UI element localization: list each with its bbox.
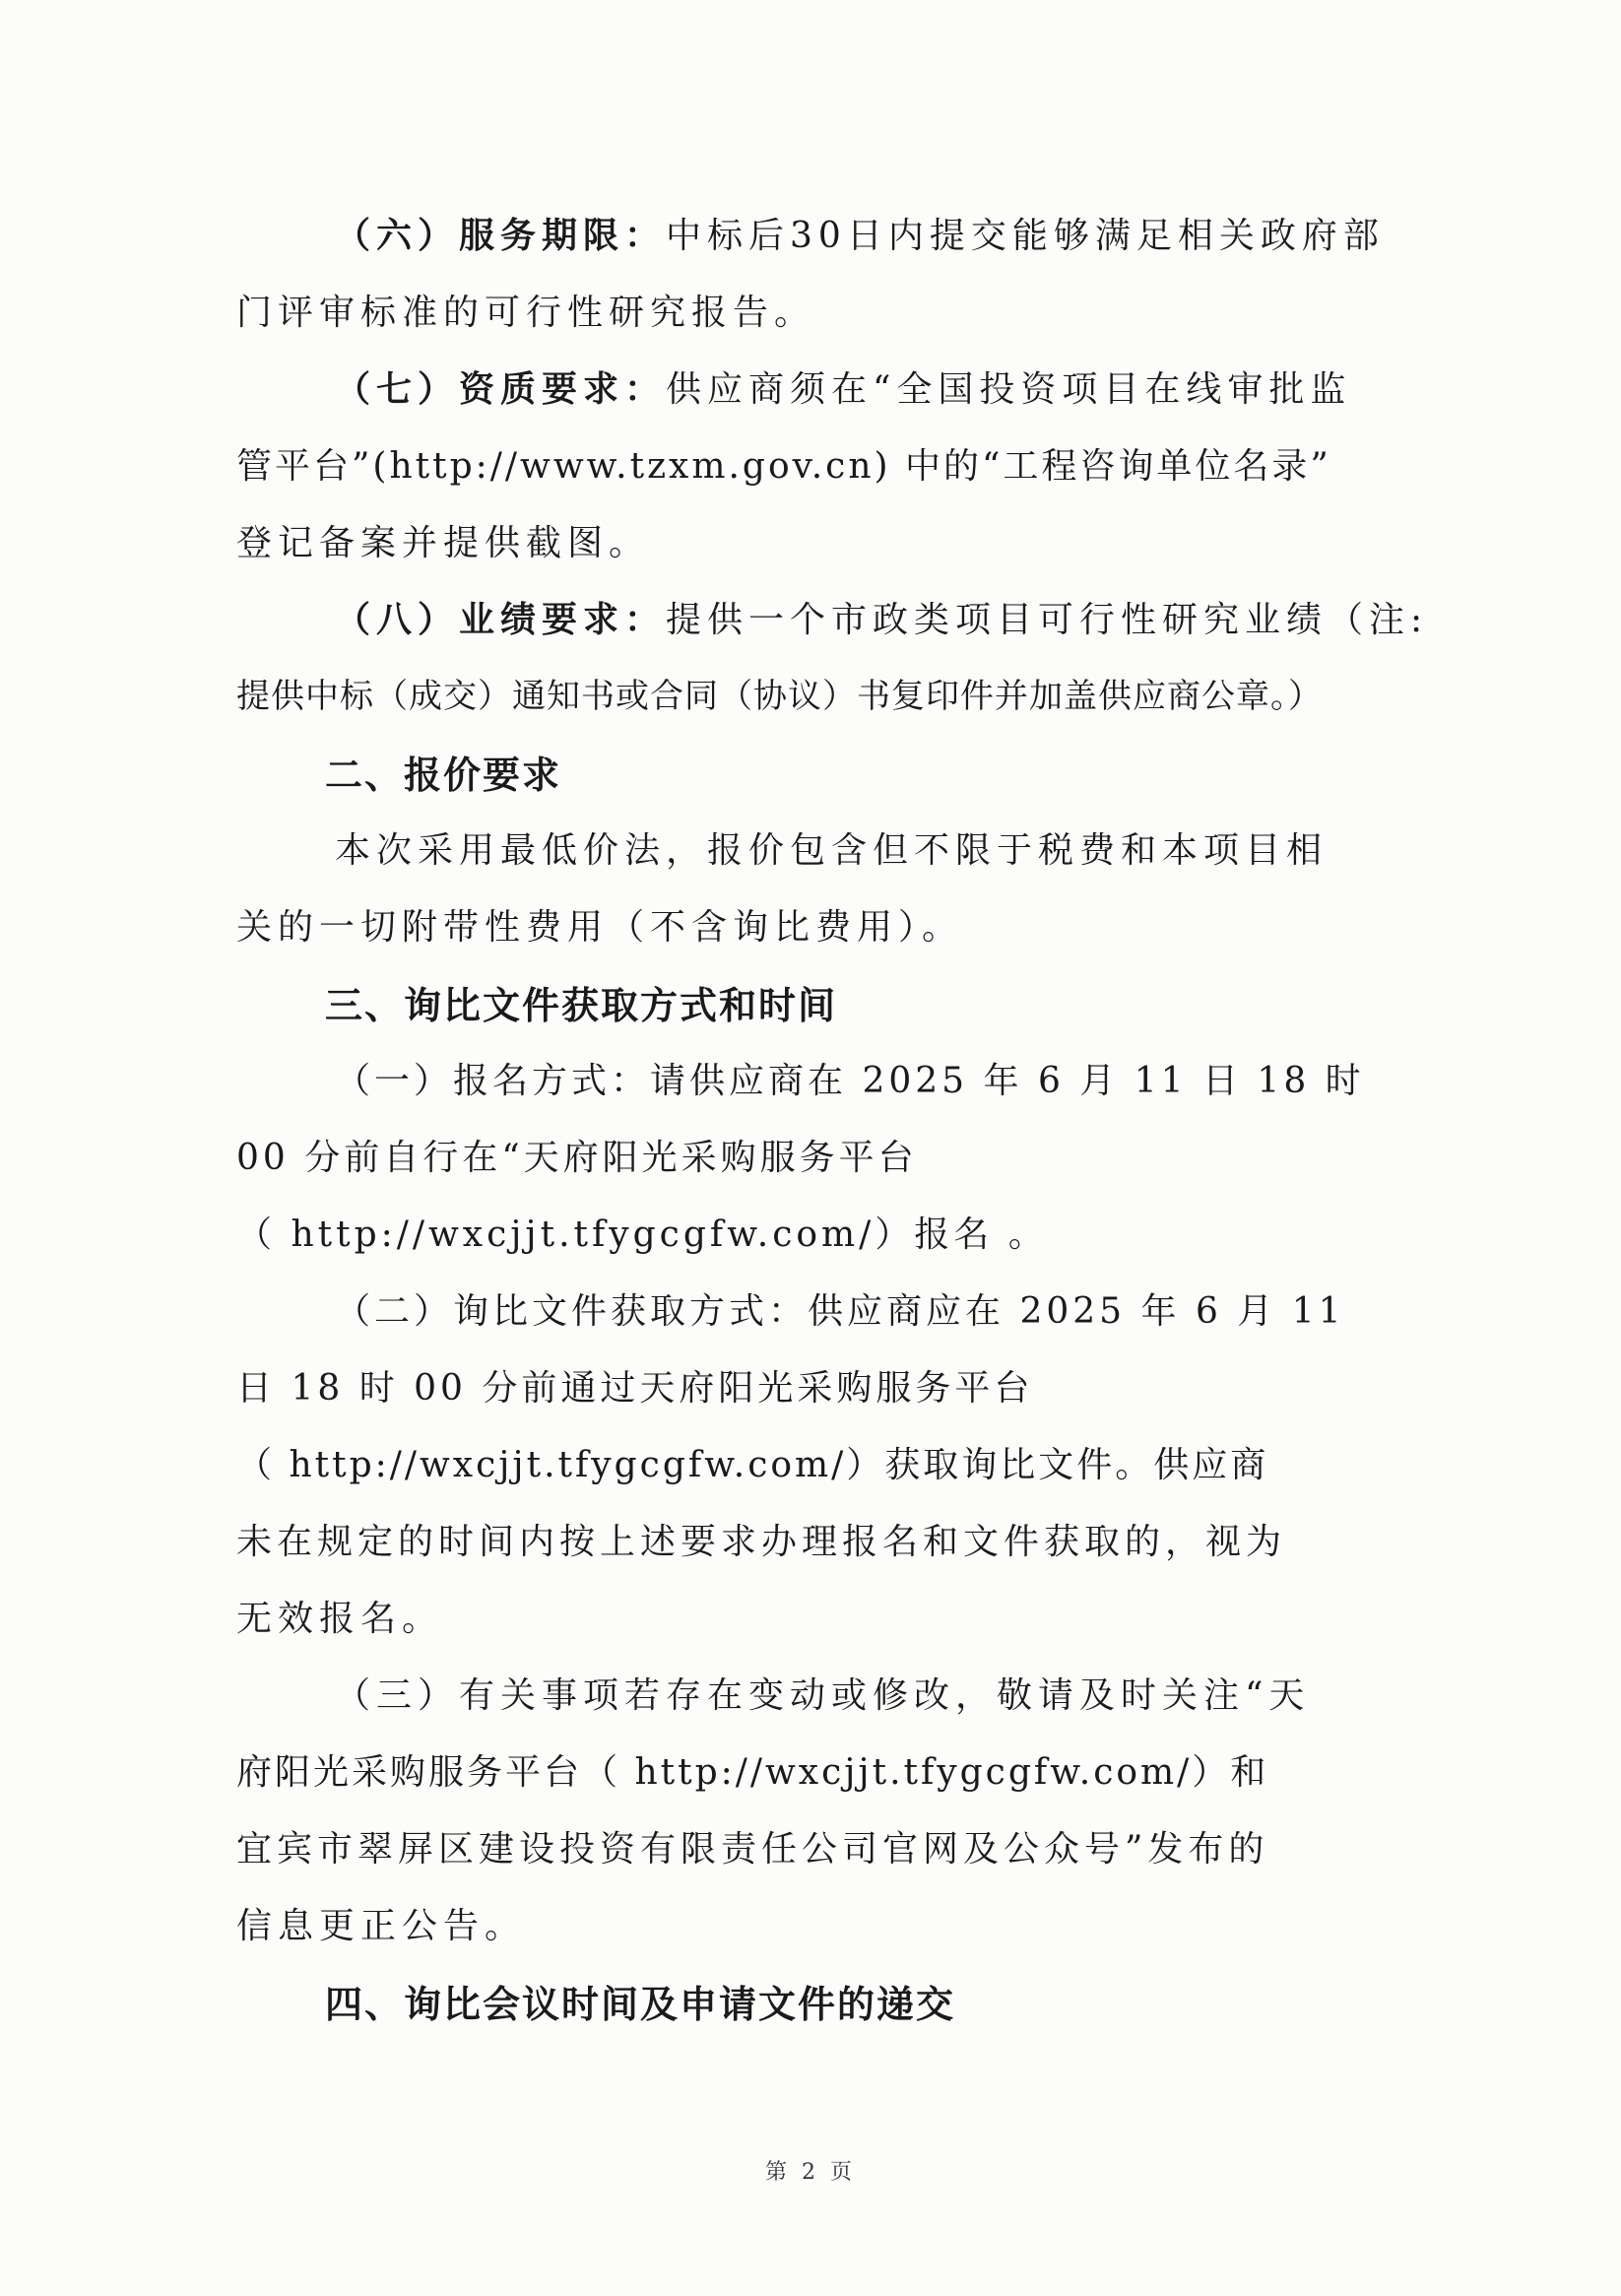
page-number: 第 2 页 <box>765 2160 856 2185</box>
section3-line-9: （三）有关事项若存在变动或修改，敬请及时关注“天 <box>335 1675 1311 1716</box>
paragraph-qualification-line-3: 登记备案并提供截图。 <box>236 523 651 563</box>
qualification-label: （七）资质要求： <box>335 369 667 410</box>
heading-meeting-submission: 四、询比会议时间及申请文件的递交 <box>325 1983 956 2026</box>
section3-line-12: 信息更正公告。 <box>236 1906 527 1946</box>
price-line-1: 本次采用最低价法，报价包含但不限于税费和本项目相 <box>335 830 1329 871</box>
section3-line-7: 未在规定的时间内按上述要求办理报名和文件获取的，视为 <box>236 1522 1287 1562</box>
section3-line-10: 府阳光采购服务平台（ http://wxcjjt.tfygcgfw.com/）和 <box>236 1752 1269 1793</box>
section3-line-2: 00 分前自行在“天府阳光采购服务平台 <box>236 1138 918 1178</box>
section3-line-4: （二）询比文件获取方式：供应商应在 2025 年 6 月 11 <box>335 1291 1345 1332</box>
section3-line-11: 宜宾市翠屏区建设投资有限责任公司官网及公众号”发布的 <box>236 1829 1269 1870</box>
paragraph-qualification-line-1: （七）资质要求：供应商须在“全国投资项目在线审批监 <box>335 369 1352 410</box>
section3-line-8: 无效报名。 <box>236 1599 444 1639</box>
paragraph-qualification-line-2: 管平台”(http://www.tzxm.gov.cn) 中的“工程咨询单位名录” <box>236 446 1331 487</box>
price-line-2: 关的一切附带性费用（不含询比费用）。 <box>236 907 964 948</box>
heading-document-acquisition: 三、询比文件获取方式和时间 <box>325 984 838 1027</box>
paragraph-service-period-line-2: 门评审标准的可行性研究报告。 <box>236 293 816 333</box>
service-period-label: （六）服务期限： <box>335 216 667 256</box>
performance-label: （八）业绩要求： <box>335 600 667 640</box>
paragraph-performance-line-1: （八）业绩要求：提供一个市政类项目可行性研究业绩（注: <box>335 600 1429 640</box>
paragraph-performance-line-2: 提供中标（成交）通知书或合同（协议）书复印件并加盖供应商公章。） <box>236 677 1323 716</box>
section3-line-6: （ http://wxcjjt.tfygcgfw.com/）获取询比文件。供应商 <box>236 1445 1269 1485</box>
section3-line-3: （ http://wxcjjt.tfygcgfw.com/）报名 。 <box>236 1214 1048 1255</box>
heading-price-requirements: 二、报价要求 <box>325 754 562 797</box>
section3-line-1: （一）报名方式：请供应商在 2025 年 6 月 11 日 18 时 <box>335 1061 1365 1101</box>
section3-line-5: 日 18 时 00 分前通过天府阳光采购服务平台 <box>236 1368 1034 1409</box>
paragraph-service-period-line-1: （六）服务期限：中标后30日内提交能够满足相关政府部 <box>335 216 1385 256</box>
